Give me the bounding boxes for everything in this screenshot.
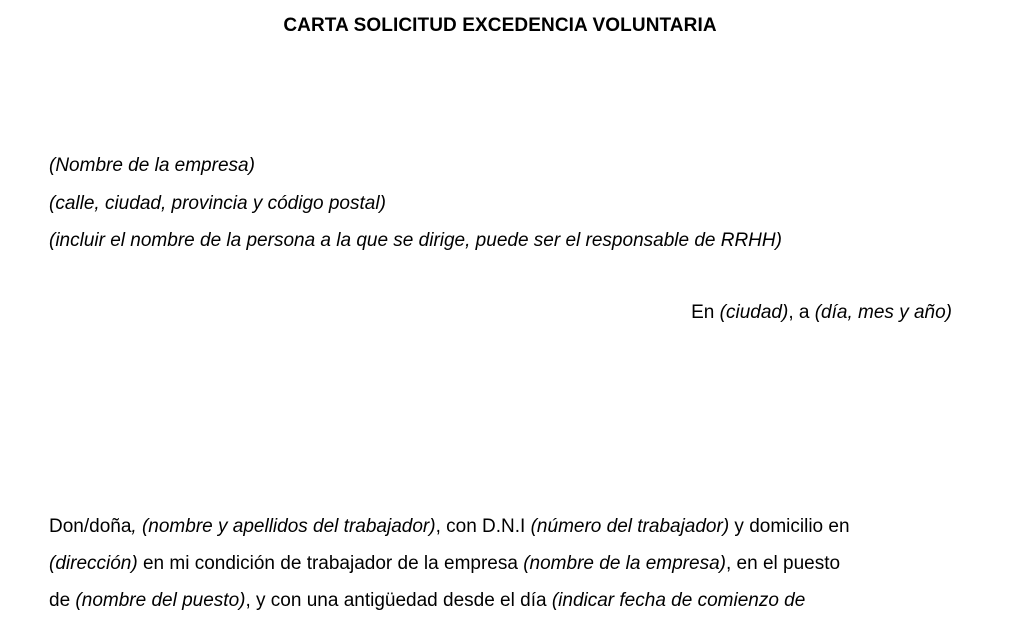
body-line-1-text-1: Don/doña <box>49 516 132 537</box>
place-prefix: En <box>691 302 720 323</box>
body-line-2-italic-2: (nombre de la empresa) <box>523 553 726 574</box>
body-line-3-text-1: de <box>49 590 76 611</box>
body-line-3-italic-2: (indicar fecha de comienzo de <box>551 590 806 611</box>
body-line-3-text-2: , y con una antigüedad desde el día <box>245 590 552 611</box>
body-line-3 <box>49 589 805 613</box>
body-line-1-italic-2: (número del trabajador) <box>530 516 730 537</box>
body-line-1-text-2: , con D.N.I <box>435 516 531 537</box>
body-line-3-italic-1: (nombre del puesto) <box>75 590 246 611</box>
body-line-1-text-3: y domicilio en <box>729 516 850 537</box>
body-line-2-text-2: , en el puesto <box>725 553 841 574</box>
recipient-company: (Nombre de la empresa) <box>49 155 255 176</box>
body-line-1 <box>49 515 850 539</box>
recipient-addressee: (incluir el nombre de la persona a la que se dirige, puede ser el responsable de RRHH) <box>49 230 782 251</box>
body-line-2-text-1: en mi condición de trabajador de la empresa <box>137 553 524 574</box>
place-city: (ciudad) <box>719 302 789 323</box>
document-title: CARTA SOLICITUD EXCEDENCIA VOLUNTARIA <box>283 15 717 36</box>
body-line-2 <box>49 552 840 576</box>
body-line-2-italic-1: (dirección) <box>49 553 138 574</box>
place-date: (día, mes y año) <box>814 302 952 323</box>
body-line-1-italic-1: , (nombre y apellidos del trabajador) <box>131 516 436 537</box>
place-middle: , a <box>788 302 815 323</box>
place-date-line <box>691 301 952 325</box>
recipient-address: (calle, ciudad, provincia y código postal) <box>49 193 386 214</box>
